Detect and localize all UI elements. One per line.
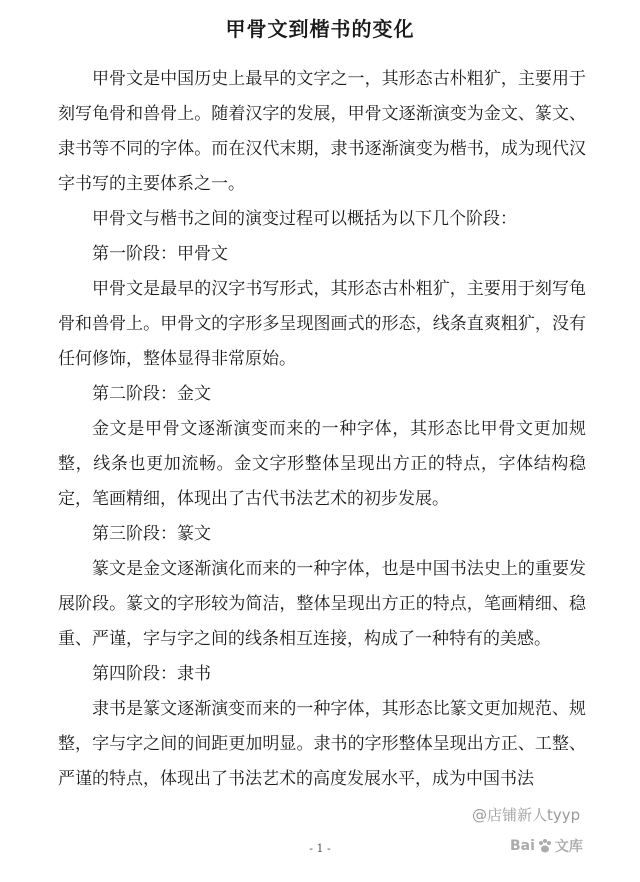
paragraph-stage-4: 隶书是篆文逐渐演变而来的一种字体，其形态比篆文更加规范、规整，字与字之间的间距更加明显。隶书的字形整体呈现出方正、工整、严谨的特点，体现出了书法艺术的高度发展水平，成为中国书法 (58, 699, 586, 789)
document-body (58, 62, 586, 797)
logo-text-bai: Bai (510, 838, 535, 854)
heading-stage-1: 第一阶段：甲骨文 (92, 244, 228, 264)
paragraph-stage-1: 甲骨文是最早的汉字书写形式，其形态古朴粗犷，主要用于刻写龟骨和兽骨上。甲骨文的字形多呈现图画式的形态，线条直爽粗犷，没有任何修饰，整体显得非常原始。 (58, 279, 586, 369)
heading-stage-3: 第三阶段：篆文 (92, 524, 211, 544)
paragraph-stage-3: 篆文是金文逐渐演化而来的一种字体，也是中国书法史上的重要发展阶段。篆文的字形较为简洁，整体呈现出方正的特点，笔画精细、稳重、严谨，字与字之间的线条相互连接，构成了一种特有的美感。 (58, 559, 586, 649)
heading-stage-4: 第四阶段：隶书 (92, 664, 211, 684)
document-title: 甲骨文到楷书的变化 (225, 17, 415, 41)
page-number: - 1 - (309, 842, 331, 855)
paragraph-stage-2: 金文是甲骨文逐渐演变而来的一种字体，其形态比甲骨文更加规整，线条也更加流畅。金文字形整体呈现出方正的特点，字体结构稳定，笔画精细，体现出了古代书法艺术的初步发展。 (58, 419, 586, 509)
watermark-username: @店铺新人tyyp (472, 806, 581, 824)
paragraph-overview: 甲骨文与楷书之间的演变过程可以概括为以下几个阶段： (92, 209, 517, 229)
heading-stage-2: 第二阶段：金文 (92, 384, 211, 404)
paragraph-intro: 甲骨文是中国历史上最早的文字之一，其形态古朴粗犷，主要用于刻写龟骨和兽骨上。随着汉字的发展，甲骨文逐渐演变为金文、篆文、隶书等不同的字体。而在汉代末期，隶书逐渐演变为楷书，成为现代汉字书写的主要体系之一。 (58, 69, 586, 194)
logo-text-wenku: 文库 (554, 839, 583, 855)
